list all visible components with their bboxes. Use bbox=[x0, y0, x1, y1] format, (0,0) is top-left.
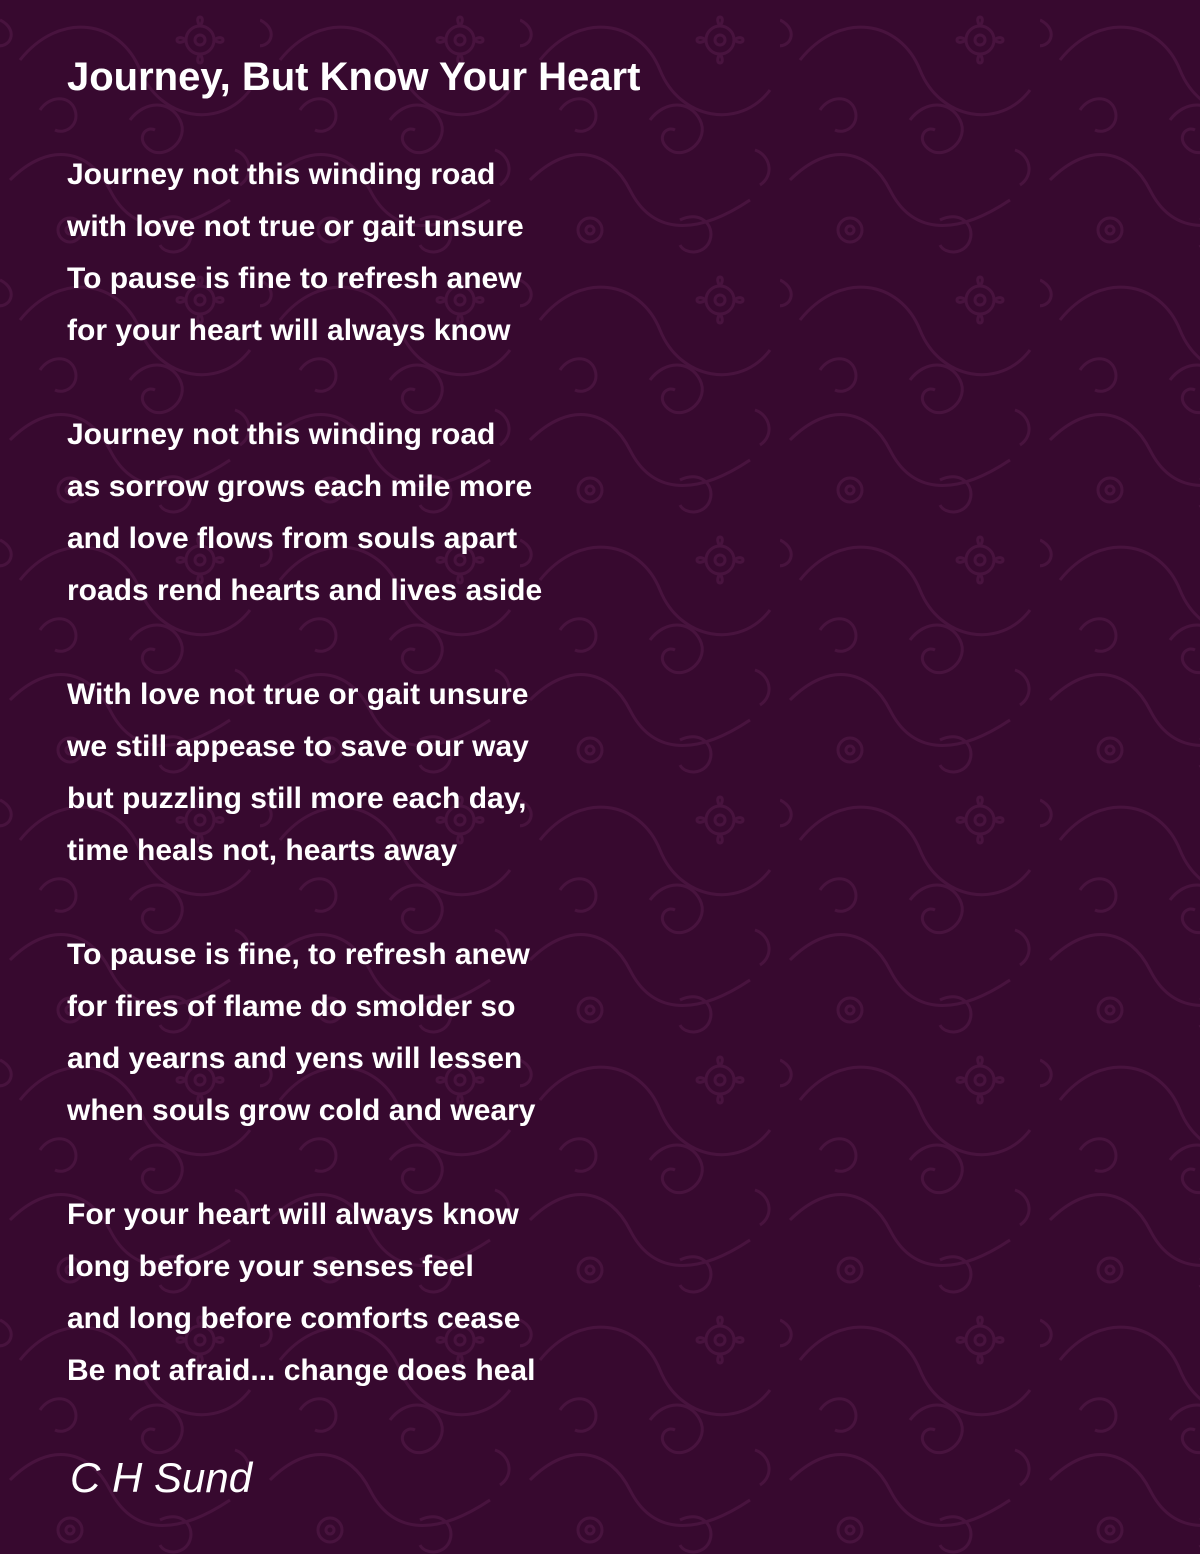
poem-line: but puzzling still more each day, bbox=[67, 782, 527, 815]
poem-line: when souls grow cold and weary bbox=[67, 1094, 536, 1127]
poem-line: To pause is fine, to refresh anew bbox=[67, 938, 530, 971]
poem-line: with love not true or gait unsure bbox=[67, 210, 524, 243]
poem-title: Journey, But Know Your Heart bbox=[67, 55, 641, 99]
poem-line: Be not afraid... change does heal bbox=[67, 1354, 536, 1387]
poem-line: time heals not, hearts away bbox=[67, 834, 458, 867]
poem-line: To pause is fine to refresh anew bbox=[67, 262, 522, 295]
poem-line: Journey not this winding road bbox=[67, 418, 496, 451]
poem-line: we still appease to save our way bbox=[67, 730, 529, 763]
poem-line: and long before comforts cease bbox=[67, 1302, 521, 1335]
poem-line: long before your senses feel bbox=[67, 1250, 474, 1283]
stanza-4 bbox=[67, 929, 542, 1137]
poem-line: For your heart will always know bbox=[67, 1198, 519, 1231]
stanza-2 bbox=[67, 409, 542, 617]
poem-line: as sorrow grows each mile more bbox=[67, 470, 533, 503]
poem-line: for fires of flame do smolder so bbox=[67, 990, 516, 1023]
stanza-5 bbox=[67, 1189, 542, 1397]
poem-line: With love not true or gait unsure bbox=[67, 678, 529, 711]
poem-line: and love flows from souls apart bbox=[67, 522, 518, 555]
poem-line: roads rend hearts and lives aside bbox=[67, 574, 543, 607]
poem-author: C H Sund bbox=[70, 1454, 253, 1501]
poem-line: for your heart will always know bbox=[67, 314, 511, 347]
poem-line: and yearns and yens will lessen bbox=[67, 1042, 523, 1075]
stanza-1 bbox=[67, 149, 542, 357]
poem-body bbox=[67, 149, 542, 1449]
stanza-3 bbox=[67, 669, 542, 877]
poem-line: Journey not this winding road bbox=[67, 158, 496, 191]
